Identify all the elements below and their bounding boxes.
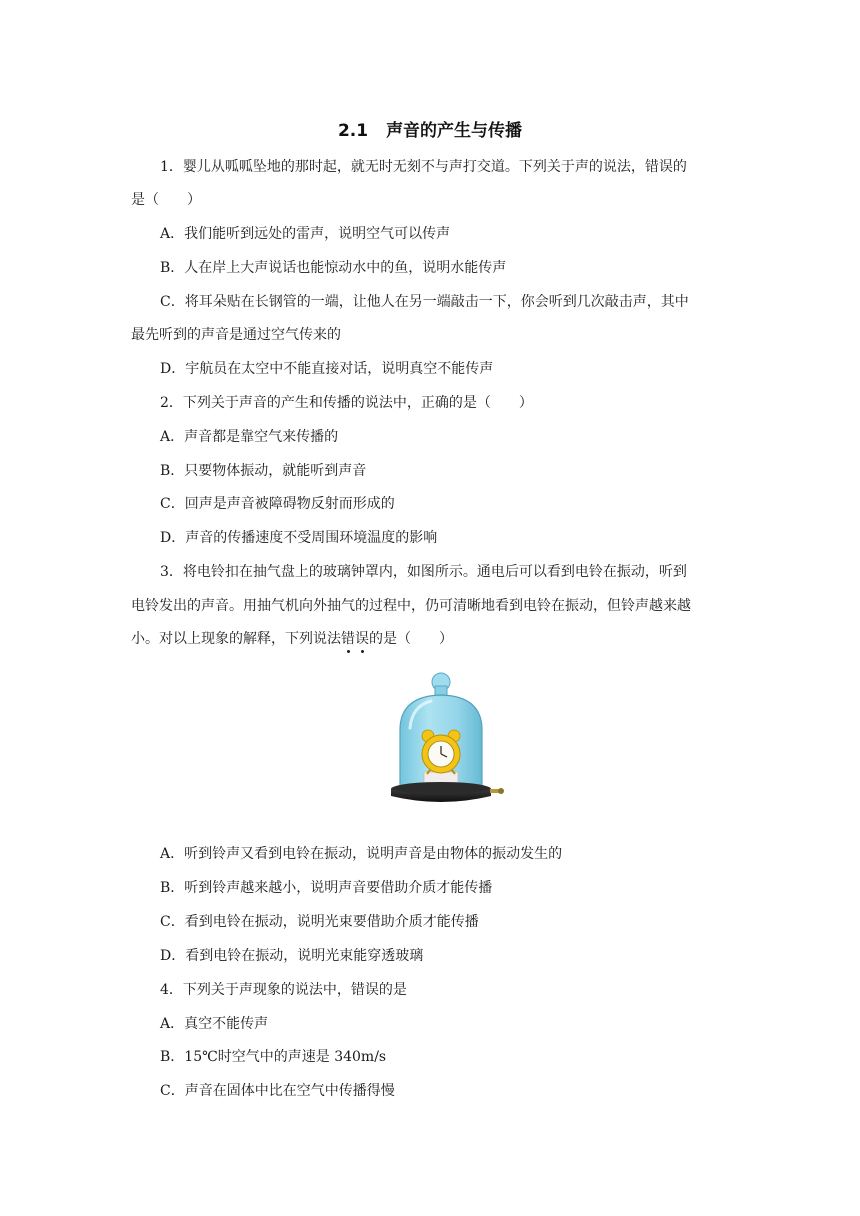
q3-stem-line3-before: 小。对以上现象的解释，下列说法 (131, 631, 341, 647)
q3-stem-line3-after: 的是（ ） (369, 631, 453, 647)
q2-option-d: D．声音的传播速度不受周围环境温度的影响 (160, 530, 438, 546)
q3-option-b: B．听到铃声越来越小，说明声音要借助介质才能传播 (160, 880, 493, 896)
page-title (0, 116, 860, 141)
q2-option-b: B．只要物体振动，就能听到声音 (160, 463, 367, 479)
q1-option-b: B．人在岸上大声说话也能惊动水中的鱼，说明水能传声 (160, 260, 507, 276)
q1-option-c-line2: 最先听到的声音是通过空气传来的 (131, 327, 341, 343)
q1-stem-line1: 1．婴儿从呱呱坠地的那时起，就无时无刻不与声打交道。下列关于声的说法，错误的 (160, 159, 687, 175)
valve (490, 789, 499, 793)
q3-emphasis-char-2 (355, 631, 369, 647)
bell-jar-figure (386, 668, 508, 816)
q4-option-c: C．声音在固体中比在空气中传播得慢 (160, 1083, 395, 1099)
q4-option-b: B．15℃时空气中的声速是 340m/s (160, 1049, 387, 1065)
q3-emphasis-text-2: 误 (355, 631, 369, 647)
q3-option-a: A．听到铃声又看到电铃在振动，说明声音是由物体的振动发生的 (160, 846, 563, 862)
bell-jar-with-alarm-clock-icon (386, 668, 508, 816)
title-text: 声音的产生与传播 (386, 121, 523, 141)
q2-stem: 2．下列关于声音的产生和传播的说法中，正确的是（ ） (160, 395, 533, 411)
emphasis-dot (347, 650, 350, 653)
q1-option-a: A．我们能听到远处的雷声，说明空气可以传声 (160, 226, 451, 242)
q1-option-d: D．宇航员在太空中不能直接对话，说明真空不能传声 (160, 361, 494, 377)
q4-option-a: A．真空不能传声 (160, 1016, 269, 1032)
q1-option-c-line1: C．将耳朵贴在长钢管的一端，让他人在另一端敲击一下，你会听到几次敲击声，其中 (160, 294, 689, 310)
q3-stem-line2: 电铃发出的声音。用抽气机向外抽气的过程中，仍可清晰地看到电铃在振动，但铃声越来越 (131, 598, 691, 614)
emphasis-dot (361, 650, 364, 653)
q3-stem-line1: 3．将电铃扣在抽气盘上的玻璃钟罩内，如图所示。通电后可以看到电铃在振动，听到 (160, 564, 687, 580)
q3-option-d: D．看到电铃在振动，说明光束能穿透玻璃 (160, 948, 424, 964)
q4-stem: 4．下列关于声现象的说法中，错误的是 (160, 982, 407, 998)
q1-stem-line2: 是（ ） (131, 192, 201, 208)
q3-emphasis-char-1 (341, 631, 355, 647)
q2-option-c: C．回声是声音被障碍物反射而形成的 (160, 496, 395, 512)
q3-emphasis-text-1: 错 (341, 631, 355, 647)
q2-option-a: A．声音都是靠空气来传播的 (160, 429, 339, 445)
title-number: 2.1 (337, 121, 369, 141)
q3-option-c: C．看到电铃在振动，说明光束要借助介质才能传播 (160, 914, 479, 930)
q3-stem-line3 (131, 629, 453, 649)
